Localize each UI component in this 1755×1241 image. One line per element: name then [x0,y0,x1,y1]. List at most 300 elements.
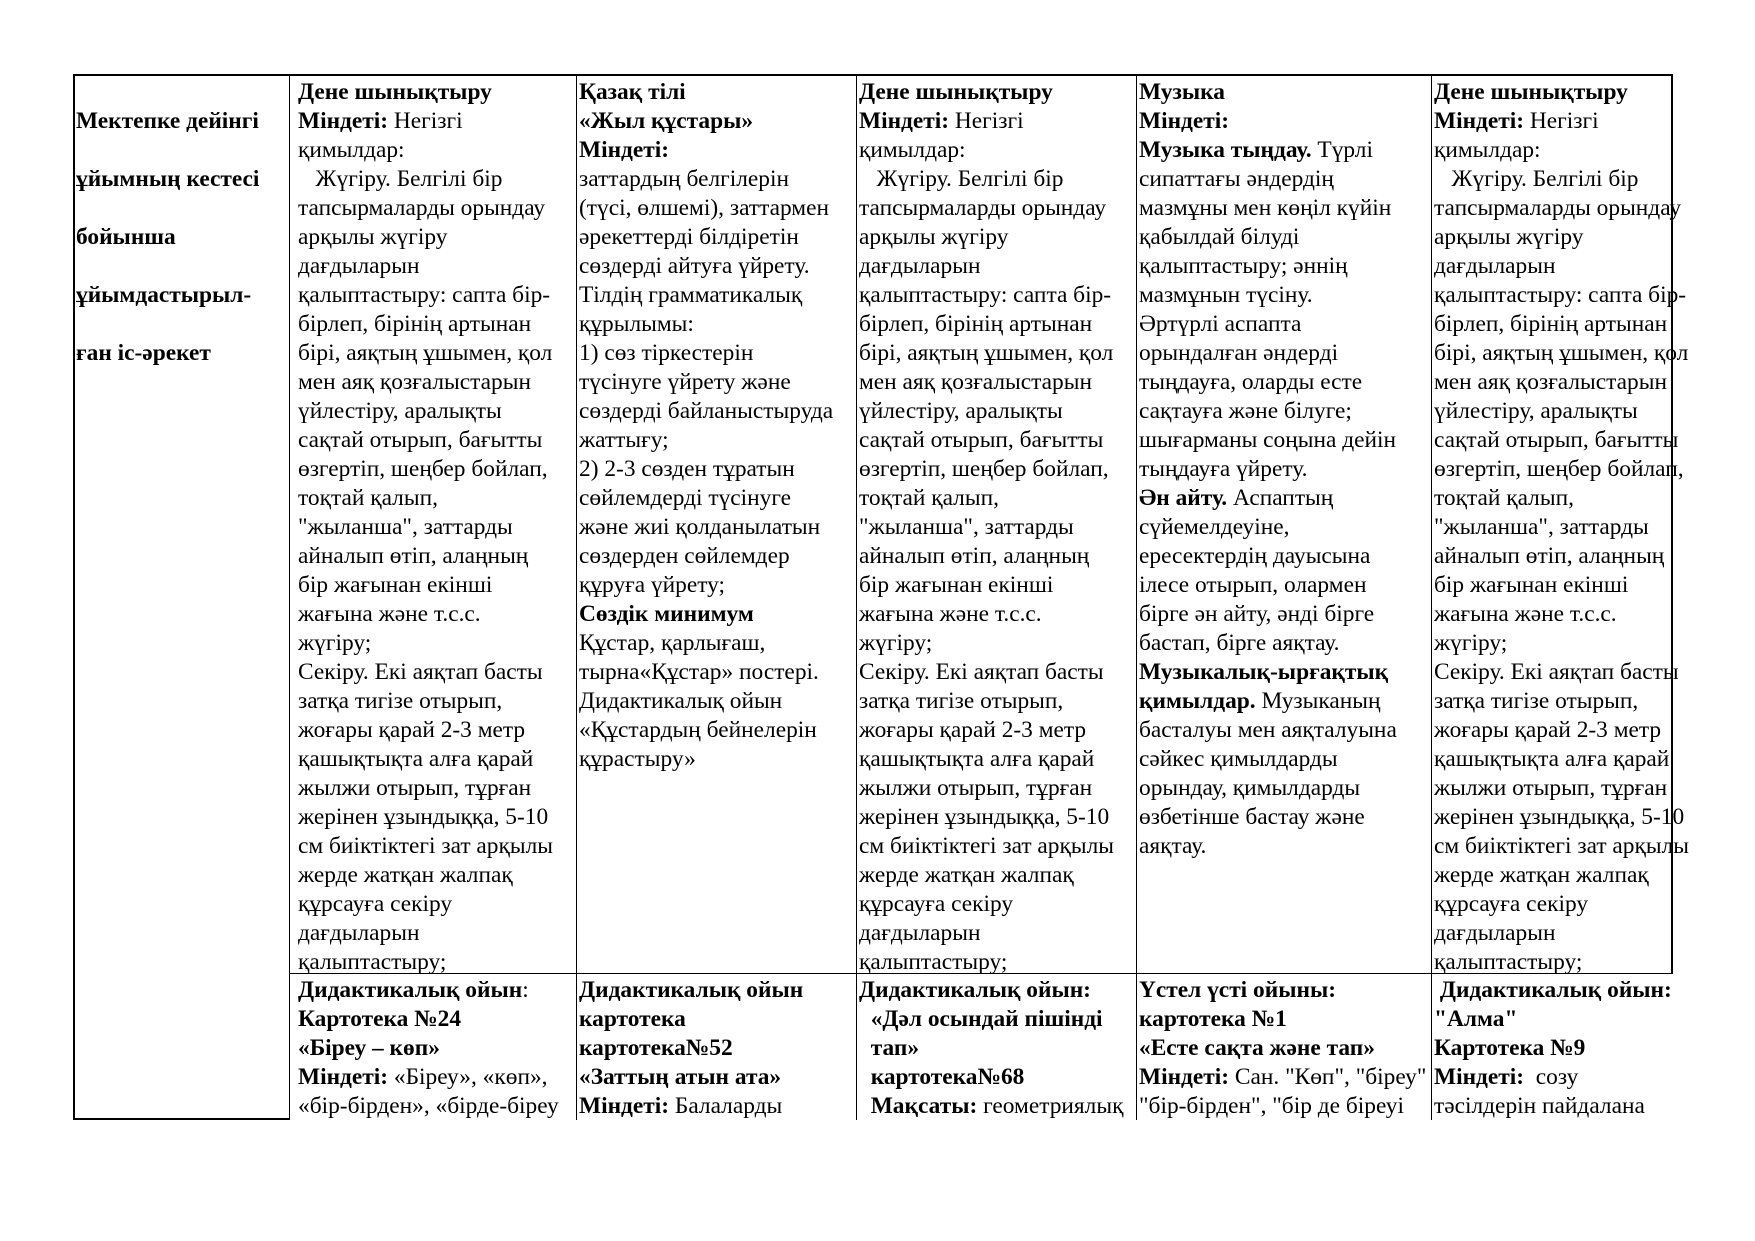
cell-line-text: тәсілдерін пайдалана [1434,1093,1645,1119]
cell-line [579,629,856,658]
cell-line [579,513,856,542]
cell-line-text: жылжи отырып, тұрған [1434,775,1668,801]
cell-line [1139,397,1431,426]
cell-line-text: Жүгіру. Белгілі бір [859,166,1064,192]
cell-line-text: Тілдің грамматикалық [579,282,803,308]
cell-line-bold: Міндеті: [1139,1064,1230,1090]
cell-line-bold: Дидактикалық ойын [298,977,523,1003]
cell-line-text: : [522,977,529,1003]
cell-line-text: жерінен ұзындыққа, 5-10 [298,804,549,830]
cell-line [1434,658,1679,687]
cell-line-text: арқылы жүгіру [1434,224,1584,250]
cell-line-text: үйлестіру, аралықты [1434,398,1638,424]
cell-line-text: тоқтай қалып, [1434,485,1574,511]
cell-line [1434,600,1671,629]
cell-line-bold: Міндеті: [1139,108,1230,134]
cell-line [859,890,1136,919]
cell-line-text: тапсырмаларды орындау [1434,195,1682,221]
cell-line-text: затқа тигізе отырып, [298,688,503,714]
cell-line-text: қимылдар: [859,137,966,163]
cell-line-text: бірлеп, бірінің артынан [1434,311,1668,337]
cell-line [1139,223,1431,252]
cell-line-text: қалыптастыру; [298,949,447,975]
cell-line-text: Жүгіру. Белгілі бір [1434,166,1639,192]
cell-line [298,571,576,600]
cell-line-text: жүгіру; [1434,630,1508,656]
cell-line-bold: қимылдар. [1139,688,1256,714]
cell-line-text: геометриялық [977,1093,1124,1119]
cell-line-text: "жыланша", заттарды [298,514,513,540]
cell-line [298,832,576,861]
cell-line-text: өзгертіп, шеңбер бойлап, [859,456,1109,482]
cell-line-text: дағдыларын [298,253,420,279]
cell-line-text: және жиі қолданылатын [579,514,821,540]
cell-line-text: түсінуге үйрету және [579,369,791,395]
cell-line [1139,629,1431,658]
cell-line-bold: Міндеті: [1434,108,1525,134]
cell-line [859,1005,1136,1034]
cell-line [1434,1005,1671,1034]
cell-line-text: әрекеттерді білдіретін [579,224,799,250]
cell-line [298,1005,576,1034]
cell-line-text: тоқтай қалып, [859,485,999,511]
cell-line-text: «Біреу», «көп», [388,1064,548,1090]
cell-line-text: см биіктіктегі зат арқылы [859,833,1114,859]
cell-line-text: қашықтықта алға қарай [859,746,1095,772]
cell-line [1139,194,1431,223]
cell-line [579,339,856,368]
cell-line [579,252,856,281]
cell-line-text: Түрлі [1311,137,1373,163]
cell-line [859,948,1136,977]
cell-line-bold: «Біреу – көп» [298,1035,440,1061]
cell-line-text: бірі, аяқтың ұшымен, қол [1434,340,1689,366]
cell-line-text: арқылы жүгіру [859,224,1009,250]
cell-line [298,397,576,426]
cell-line [1139,1063,1431,1092]
cell-line [579,687,856,716]
cell-line-text: жылжи отырып, тұрған [859,775,1093,801]
game-cell [295,976,576,1120]
cell-line-text: айналып өтіп, алаңның [298,543,529,569]
cell-line [1139,745,1431,774]
cell-line-text: Негізгі [388,108,463,134]
cell-line-bold: «Дәл осындай пішінді [859,1006,1103,1032]
row-header-line: бойынша [76,224,176,250]
cell-line-text: дағдыларын [859,253,981,279]
cell-line [298,1092,576,1121]
cell-line-text: мазмұнын түсіну. [1139,282,1313,308]
cell-line-bold: Үстел үсті ойыны: [1139,977,1336,1003]
cell-line [859,107,1136,136]
cell-line-text: Аспаптың [1227,485,1334,511]
cell-line [859,78,1136,107]
cell-line [1434,484,1671,513]
cell-line-text: қалыптастыру; әннің [1139,253,1348,279]
cell-line [1139,78,1431,107]
cell-line-text: жерде жатқан жалпақ [859,862,1074,888]
cell-line-text: бірлеп, бірінің артынан [298,311,532,337]
cell-line [1139,136,1431,165]
cell-line-text: тырна«Құстар» постері. [579,659,819,685]
table-top-border [73,74,1672,76]
cell-line-text: қалыптастыру; [859,949,1008,975]
cell-line [579,397,856,426]
cell-line [579,136,856,165]
cell-line-text: "бір-бірден", "бір де біреуі [1139,1093,1404,1119]
cell-line-text: бастап, бірге аяқтау. [1139,630,1340,656]
cell-line [859,513,1136,542]
cell-line-text: құрылымы: [579,311,694,337]
cell-line-text: тоқтай қалып, [298,485,438,511]
cell-line [579,976,856,1005]
cell-line-bold: Дене шынықтыру [298,79,492,105]
cell-line-text: дағдыларын [1434,920,1556,946]
cell-line-text: Жүгіру. Белгілі бір [298,166,503,192]
cell-line [579,368,856,397]
cell-line [1434,1092,1671,1121]
cell-line [1434,194,1682,223]
cell-line [1434,571,1671,600]
cell-line [1139,513,1431,542]
cell-line [1139,107,1431,136]
cell-line-bold: Міндеті: [298,108,389,134]
cell-line-text: мен аяқ қозғалыстарын [1434,369,1667,395]
row-header-line: ұйымның кестесі [76,166,260,192]
cell-line-text: сөздерді байланыстыруда [579,398,834,424]
cell-line [298,745,576,774]
cell-line-text: қимылдар: [298,137,405,163]
cell-line [298,310,576,339]
cell-line-text: тыңдауға, оларды есте [1139,369,1363,395]
cell-line-text: бір жағынан екінші [1434,572,1629,598]
cell-line [1434,223,1671,252]
cell-line [859,1034,1136,1063]
cell-line [579,223,856,252]
cell-line [1434,107,1671,136]
cell-line-text: затқа тигізе отырып, [859,688,1064,714]
cell-line [859,252,1136,281]
cell-line [859,368,1136,397]
cell-line-text: жерде жатқан жалпақ [1434,862,1649,888]
cell-line-bold: Қазақ тілі [579,79,686,105]
cell-line-text: сүйемелдеуіне, [1139,514,1290,540]
cell-line [298,339,576,368]
cell-line [1434,890,1671,919]
column-divider [289,74,290,1120]
cell-line-text: тапсырмаларды орындау [859,195,1107,221]
cell-line-text: Әртүрлі аспапта [1139,311,1302,337]
cell-line-bold: Мақсаты: [859,1093,978,1119]
cell-line-text: құрастыру» [579,746,696,772]
cell-line [298,861,576,890]
cell-line-text: сақтауға және білуге; [1139,398,1352,424]
cell-line-text: құрсауға секіру [298,891,453,917]
cell-line-text: дағдыларын [1434,253,1556,279]
cell-line-bold: Міндеті: [579,1093,670,1119]
cell-line-text: үйлестіру, аралықты [859,398,1063,424]
cell-line-text: қашықтықта алға қарай [298,746,534,772]
cell-line [1139,542,1431,571]
cell-line [1434,716,1671,745]
cell-line-text: жүгіру; [298,630,372,656]
cell-line-text: қалыптастыру: сапта бір- [859,282,1112,308]
cell-line [859,397,1136,426]
cell-line-bold: Міндеті: [859,108,950,134]
cell-line-bold: картотека [579,1006,686,1032]
cell-line-text: қалыптастыру: сапта бір- [1434,282,1687,308]
cell-line [859,716,1136,745]
cell-line [1139,484,1431,513]
cell-line [859,832,1136,861]
cell-line [579,600,856,629]
cell-line-text: қимылдар: [1434,137,1541,163]
cell-line-bold: «Жыл құстары» [579,108,754,134]
cell-line [1434,339,1689,368]
cell-line [1434,1063,1671,1092]
game-cell [1431,976,1671,1120]
cell-line [1434,629,1671,658]
cell-line [1434,78,1671,107]
cell-line-text: Музыканың [1255,688,1381,714]
cell-line [859,976,1136,1005]
cell-line-bold: Ән айту. [1139,485,1228,511]
cell-line-text: Құстар, қарлығаш, [579,630,766,656]
cell-line-text: Дидактикалық ойын [579,688,783,714]
cell-line [298,890,576,919]
cell-line-bold: Картотека №9 [1434,1035,1586,1061]
cell-line-bold: картотека№68 [859,1064,1025,1090]
cell-line-text: жерінен ұзындыққа, 5-10 [859,804,1110,830]
cell-line-text: бірге ән айту, әнді бірге [1139,601,1375,627]
cell-line-text: "жыланша", заттарды [1434,514,1649,540]
cell-line-text: аяқтау. [1139,833,1207,859]
cell-line-bold: Сөздік минимум [579,601,754,627]
cell-line [859,919,1136,948]
cell-line [579,107,856,136]
cell-line-text: сақтай отырып, бағытты [1434,427,1679,453]
cell-line-text: Балаларды [669,1093,783,1119]
activity-cell-dene-shynyqtyru [295,78,576,975]
cell-line [859,484,1136,513]
cell-line-text: тыңдауға үйрету. [1139,456,1308,482]
cell-line-text: бір жағынан екінші [859,572,1054,598]
cell-line [1434,368,1671,397]
cell-line-text: құрсауға секіру [859,891,1014,917]
game-cell [576,976,856,1120]
cell-line-text: бірлеп, бірінің артынан [859,311,1093,337]
cell-line-text: бірі, аяқтың ұшымен, қол [298,340,553,366]
cell-line-text: Секіру. Екі аяқтап басты [298,659,543,685]
cell-line [1434,252,1671,281]
cell-line-bold: Міндеті: [298,1064,389,1090]
row-header-line: ұйымдастырыл- [76,282,252,308]
cell-line [579,745,856,774]
cell-line-text: ілесе отырып, олармен [1139,572,1367,598]
cell-line [1139,658,1431,687]
cell-line [1434,513,1671,542]
cell-line-text: жылжи отырып, тұрған [298,775,532,801]
cell-line-text: жағына және т.с.с. [859,601,1042,627]
cell-line [1139,571,1431,600]
cell-line-text: Секіру. Екі аяқтап басты [859,659,1104,685]
activity-cell-qazaq-tili [576,78,856,971]
cell-line [579,542,856,571]
cell-line-bold: Музыка [1139,79,1225,105]
cell-line-text: сәйкес қимылдарды [1139,746,1338,772]
cell-line [859,629,1136,658]
cell-line [579,194,856,223]
cell-line [1434,165,1671,194]
cell-line-bold: картотека №1 [1139,1006,1287,1032]
cell-line-text: сипаттағы әндердің [1139,166,1334,192]
cell-line [859,774,1136,803]
cell-line [859,687,1136,716]
cell-line [1139,426,1431,455]
cell-line [298,600,576,629]
cell-line-text: заттардың белгілерін [579,166,790,192]
cell-line-bold: Дене шынықтыру [859,79,1053,105]
cell-line-text: қалыптастыру; [1434,949,1583,975]
cell-line-text: «бір-бірден», «бірде-біреу [298,1093,559,1119]
cell-line-text: жоғары қарай 2-3 метр [298,717,526,743]
cell-line [298,542,576,571]
cell-line-bold: тап» [859,1035,920,1061]
cell-line-text: «Құстардың бейнелерін [579,717,817,743]
cell-line-text: мен аяқ қозғалыстарын [298,369,531,395]
cell-line [579,281,856,310]
cell-line [579,1092,856,1121]
cell-line [579,658,856,687]
cell-line-text: сақтай отырып, бағытты [298,427,543,453]
table-bottom-border-left [73,1118,290,1120]
cell-line-text: арқылы жүгіру [298,224,448,250]
table-left-border [73,74,75,1120]
cell-line-bold: Міндеті: [579,137,670,163]
cell-line-text: Негізгі [949,108,1024,134]
cell-line-text: сөздерден сөйлемдер [579,543,790,569]
cell-line [298,223,576,252]
cell-line-text: созу [1524,1064,1579,1090]
cell-line [579,1005,856,1034]
cell-line [579,716,856,745]
cell-line-text: шығарманы соңына дейін [1139,427,1397,453]
cell-line [1434,861,1671,890]
cell-line-text: айналып өтіп, алаңның [1434,543,1665,569]
cell-line [298,1063,576,1092]
cell-line [298,426,576,455]
cell-line [1139,803,1431,832]
cell-line-text: жүгіру; [859,630,933,656]
cell-line-text: жағына және т.с.с. [1434,601,1617,627]
cell-line [1139,774,1431,803]
cell-line [579,165,856,194]
cell-line-text: "жыланша", заттарды [859,514,1074,540]
cell-line-text: дағдыларын [859,920,981,946]
cell-line [1434,774,1671,803]
cell-line [1434,542,1671,571]
cell-line-bold: Міндеті: [1434,1064,1525,1090]
cell-line-bold: Дидактикалық ойын [579,977,804,1003]
cell-line-bold: Дидактикалық ойын: [859,977,1091,1003]
cell-line-text: өзгертіп, шеңбер бойлап, [1434,456,1684,482]
cell-line [859,803,1136,832]
cell-line-bold: "Алма" [1434,1006,1518,1032]
cell-line [1139,252,1431,281]
cell-line [1139,716,1431,745]
cell-line [859,571,1136,600]
cell-line [1139,1005,1431,1034]
cell-line-text: см биіктіктегі зат арқылы [1434,833,1689,859]
cell-line [859,165,1136,194]
cell-line-text: Секіру. Екі аяқтап басты [1434,659,1679,685]
cell-line [298,919,576,948]
cell-line-text: өзгертіп, шеңбер бойлап, [298,456,548,482]
cell-line [1139,832,1431,861]
cell-line [298,629,576,658]
cell-line [1139,976,1431,1005]
cell-line [859,745,1136,774]
cell-line [298,455,576,484]
cell-line [1139,600,1431,629]
cell-line [1434,948,1671,977]
cell-line [298,165,576,194]
cell-line-text: (түсі, өлшемі), заттармен [579,195,829,221]
cell-line-bold: Картотека №24 [298,1006,462,1032]
cell-line [1434,832,1689,861]
cell-line [1139,339,1431,368]
cell-line-text: жерде жатқан жалпақ [298,862,513,888]
cell-line [298,774,576,803]
cell-line-text: өзбетінше бастау және [1139,804,1365,830]
cell-line-text: см биіктіктегі зат арқылы [298,833,553,859]
cell-line [298,658,576,687]
cell-line-text: жоғары қарай 2-3 метр [1434,717,1662,743]
cell-line [579,426,856,455]
cell-line-text: қалыптастыру: сапта бір- [298,282,551,308]
cell-line [859,658,1136,687]
cell-line [859,542,1136,571]
cell-line-text: дағдыларын [298,920,420,946]
cell-line [579,1063,856,1092]
cell-line [1434,803,1685,832]
activity-cell-dene-shynyqtyru [1431,78,1689,975]
cell-line [298,252,576,281]
cell-line-text: жерінен ұзындыққа, 5-10 [1434,804,1685,830]
cell-line-text: үйлестіру, аралықты [298,398,502,424]
cell-line-text: мазмұны мен көңіл күйін [1139,195,1392,221]
cell-line [1139,165,1431,194]
cell-line [859,1063,1136,1092]
cell-line [1139,1034,1431,1063]
game-cell [1136,976,1431,1120]
cell-line [1434,397,1671,426]
activity-cell-dene-shynyqtyru [856,78,1136,975]
cell-line-text: мен аяқ қозғалыстарын [859,369,1092,395]
cell-line [1139,281,1431,310]
cell-line [1434,426,1679,455]
cell-line-bold: Дидактикалық ойын: [1434,977,1672,1003]
cell-line [1434,976,1671,1005]
cell-line [1434,919,1671,948]
cell-line [859,455,1136,484]
cell-line [1139,368,1431,397]
cell-line [1434,455,1684,484]
cell-line-text: орындау, қимылдарды [1139,775,1361,801]
cell-line-text: 1) сөз тіркестерін [579,340,754,366]
cell-line [298,687,576,716]
row-header-line: ған іс-әрекет [76,340,211,366]
